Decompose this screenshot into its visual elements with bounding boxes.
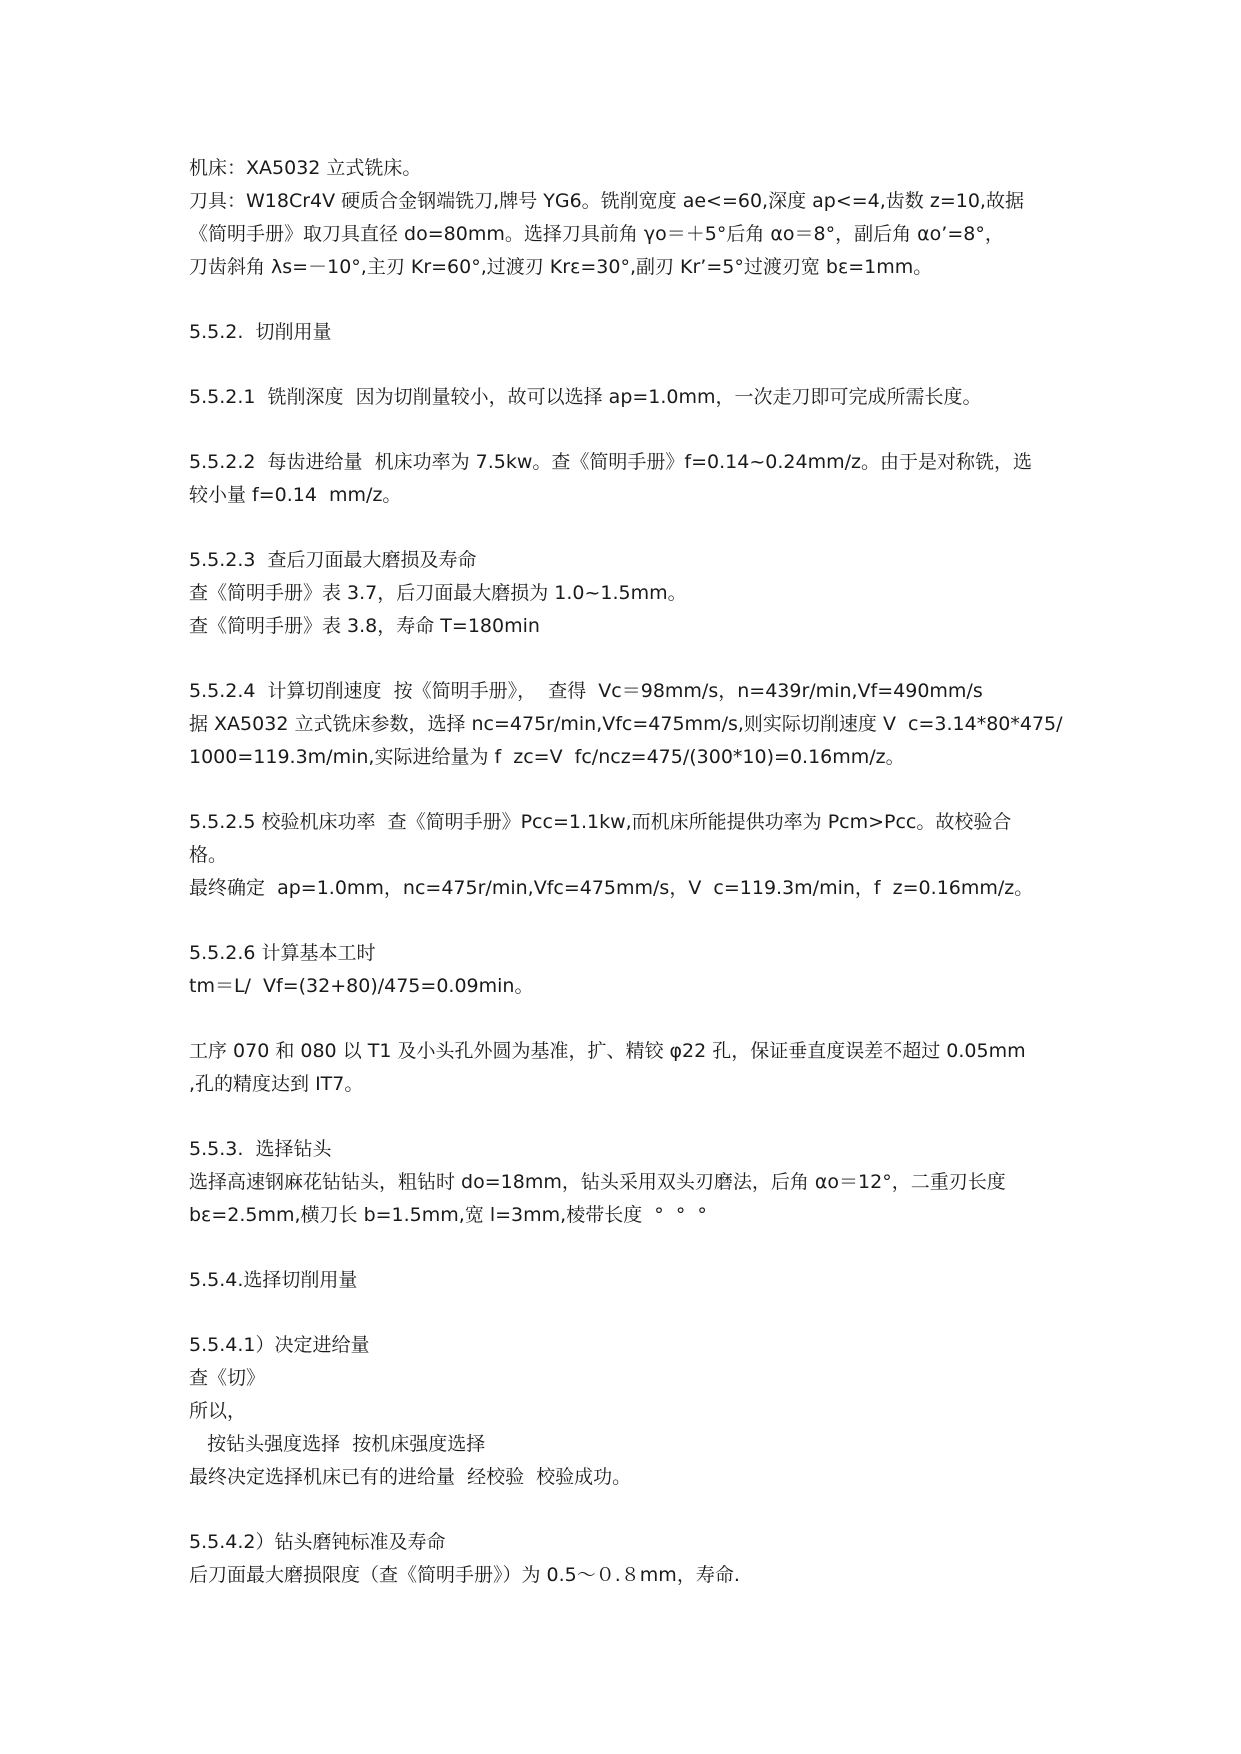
paragraph-gap <box>189 774 1069 806</box>
text-line: 较小量 f=0.14 mm/z。 <box>189 484 402 506</box>
text-line: 5.5.4.2）钻头磨钝标准及寿命 <box>189 1531 446 1553</box>
paragraph-gap <box>189 1494 1069 1526</box>
text-line: 查《简明手册》表 3.8，寿命 T=180min <box>189 615 540 637</box>
paragraph-5-5-2-5 <box>189 806 1069 905</box>
text-line: 5.5.2.2 每齿进给量 机床功率为 7.5kw。查《简明手册》f=0.14~0.24mm/z。由于是对称铣，选 <box>189 451 1032 473</box>
paragraph-5-5-2-2 <box>189 446 1069 512</box>
text-line: 5.5.2.4 计算切削速度 按《简明手册》， 查得 Vc＝98mm/s，n=439r/min,Vf=490mm/s <box>189 680 983 702</box>
text-line: bε=2.5mm,横刀长 b=1.5mm,宽 l=3mm,棱带长度 ° ° ° <box>189 1204 707 1226</box>
paragraph-5-5-2-4 <box>189 675 1069 774</box>
text-line: 机床：XA5032 立式铣床。 <box>189 157 422 179</box>
text-line: 5.5.3. 选择钻头 <box>189 1138 332 1160</box>
paragraph-5-5-2-1 <box>189 381 1069 414</box>
text-line: 后刀面最大磨损限度（查《简明手册》）为 0.5～０.８mm，寿命. <box>189 1564 740 1586</box>
paragraph-process-070-080 <box>189 1035 1069 1101</box>
text-line: 工序 070 和 080 以 T1 及小头孔外圆为基准，扩、精铰 φ22 孔，保证垂直度误差不超过 0.05mm <box>189 1040 1026 1062</box>
text-line: 《简明手册》取刀具直径 do=80mm。选择刀具前角 γo＝＋5°后角 αo＝8°，副后角 αo’=8°， <box>189 223 1004 245</box>
paragraph-5-5-2-6 <box>189 937 1069 1003</box>
text-line: tm＝L/ Vf=(32+80)/475=0.09min。 <box>189 975 534 997</box>
paragraph-gap <box>189 1297 1069 1329</box>
paragraph-5-5-2-3 <box>189 544 1069 643</box>
text-line: 5.5.2. 切削用量 <box>189 321 332 343</box>
text-line: 5.5.4.选择切削用量 <box>189 1269 358 1291</box>
paragraph-5-5-4-1 <box>189 1329 1069 1494</box>
section-heading-5-5-2 <box>189 316 1069 349</box>
text-line: 5.5.2.6 计算基本工时 <box>189 942 376 964</box>
text-line: 刀齿斜角 λs=－10°,主刃 Kr=60°,过渡刃 Krε=30°,副刃 Kr’=5°过渡刃宽 bε=1mm。 <box>189 256 933 278</box>
paragraph-gap <box>189 643 1069 675</box>
paragraph-gap <box>189 1232 1069 1264</box>
paragraph-5-5-4-2 <box>189 1526 1069 1592</box>
text-line: 5.5.2.1 铣削深度 因为切削量较小，故可以选择 ap=1.0mm，一次走刀即可完成所需长度。 <box>189 386 982 408</box>
text-line: 所以， <box>189 1400 247 1422</box>
paragraph-gap <box>189 905 1069 937</box>
paragraph-gap <box>189 1003 1069 1035</box>
text-line: 最终决定选择机床已有的进给量 经校验 校验成功。 <box>189 1466 632 1488</box>
text-line: 按钻头强度选择 按机床强度选择 <box>189 1433 486 1455</box>
paragraph-gap <box>189 414 1069 446</box>
paragraph-gap <box>189 284 1069 316</box>
text-line: 查《简明手册》表 3.7，后刀面最大磨损为 1.0~1.5mm。 <box>189 582 687 604</box>
text-line: 5.5.2.3 查后刀面最大磨损及寿命 <box>189 549 477 571</box>
text-line: 最终确定 ap=1.0mm，nc=475r/min,Vfc=475mm/s，V c=119.3m/min，f z=0.16mm/z。 <box>189 877 1034 899</box>
text-line: 刀具：W18Cr4V 硬质合金钢端铣刀,牌号 YG6。铣削宽度 ae<=60,深度 ap<=4,齿数 z=10,故据 <box>189 190 1024 212</box>
text-line: 1000=119.3m/min,实际进给量为 f zc=V fc/ncz=475/(300*10)=0.16mm/z。 <box>189 746 905 768</box>
document-body <box>189 152 1069 1592</box>
text-line: 查《切》 <box>189 1367 266 1389</box>
paragraph-5-5-3 <box>189 1133 1069 1232</box>
paragraph-gap <box>189 1101 1069 1133</box>
paragraph-tooling <box>189 152 1069 284</box>
section-heading-5-5-4 <box>189 1264 1069 1297</box>
text-line: 5.5.2.5 校验机床功率 查《简明手册》Pcc=1.1kw,而机床所能提供功率为 Pcm>Pcc。故校验合 <box>189 811 1012 833</box>
text-line: ,孔的精度达到 IT7。 <box>189 1073 364 1095</box>
text-line: 5.5.4.1）决定进给量 <box>189 1334 370 1356</box>
text-line: 选择高速钢麻花钻钻头，粗钻时 do=18mm，钻头采用双头刃磨法，后角 αo＝12°，二重刃长度 <box>189 1171 1006 1193</box>
paragraph-gap <box>189 349 1069 381</box>
text-line: 格。 <box>189 844 228 866</box>
text-line: 据 XA5032 立式铣床参数，选择 nc=475r/min,Vfc=475mm/s,则实际切削速度 V c=3.14*80*475/ <box>189 713 1063 735</box>
paragraph-gap <box>189 512 1069 544</box>
